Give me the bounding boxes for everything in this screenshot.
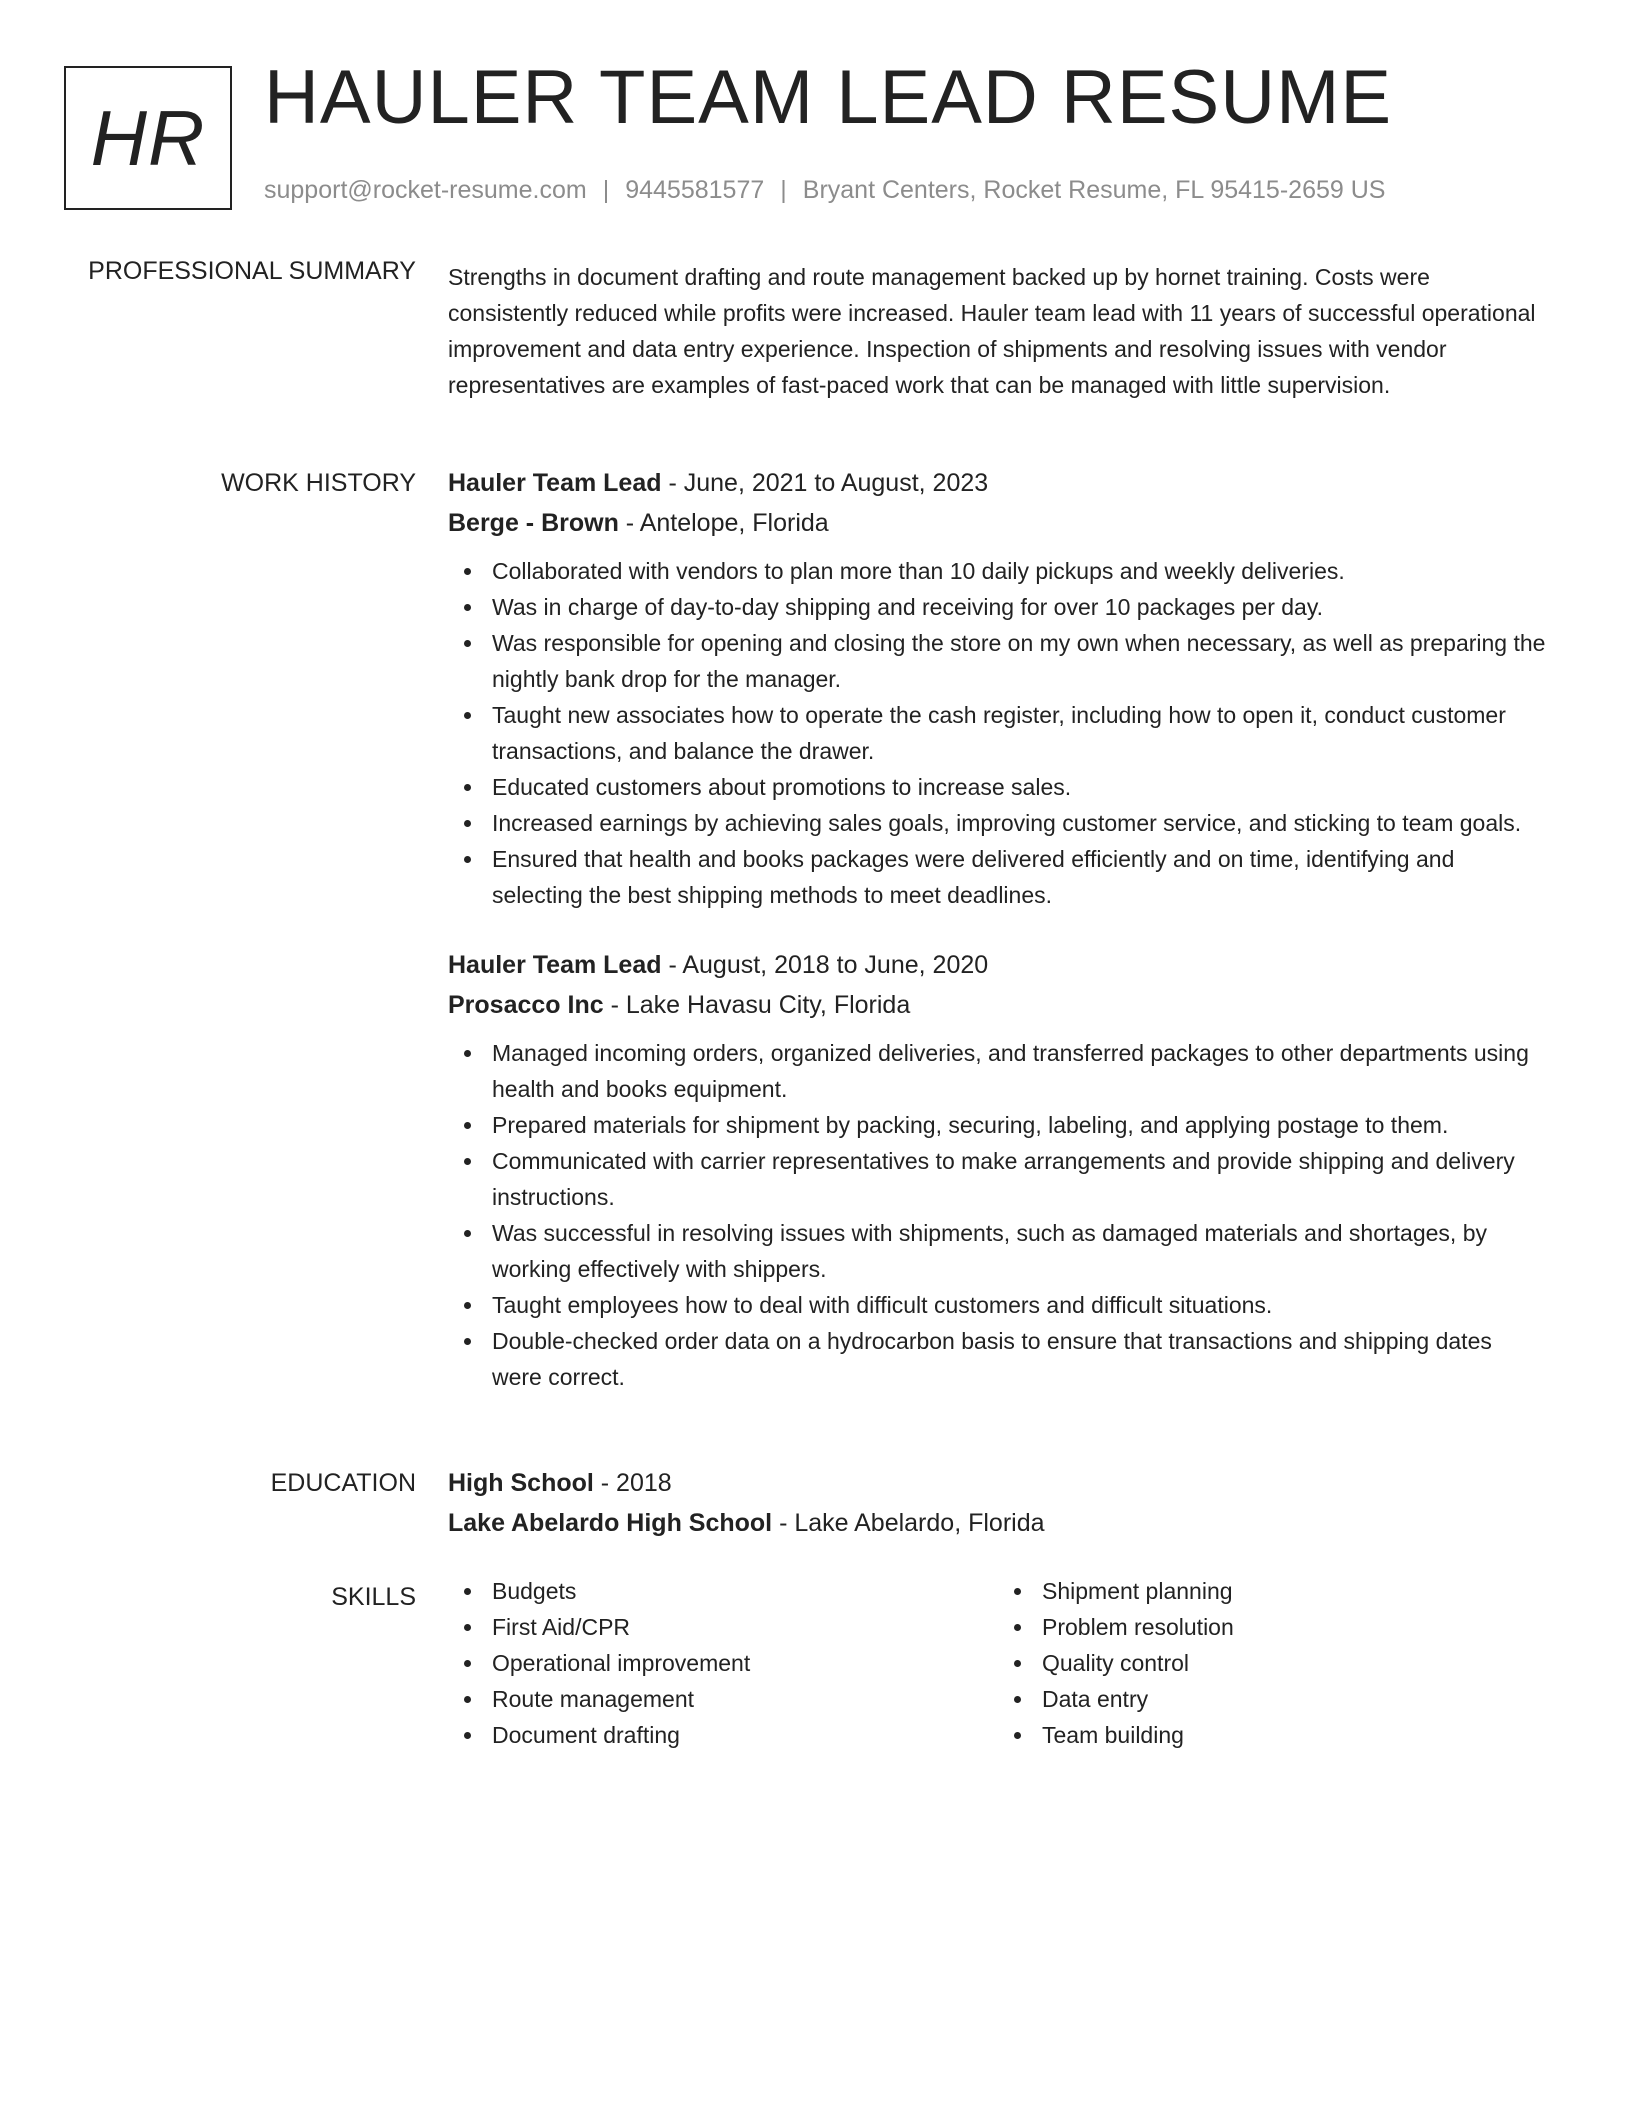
list-item: Managed incoming orders, organized deliveries, and transferred packages to other departments using health and books equipment. (448, 1035, 1548, 1107)
graduation-year: - 2018 (593, 1469, 672, 1497)
skills-list-right (998, 1573, 1548, 1753)
summary-text: Strengths in document drafting and route management backed up by hornet training. Costs were consistently reduced while profits were increased. Hauler team lead with 11 years of successful operational improvement and data entry experience. Inspection of shipments and resolving issues with vendor representatives are examples of fast-paced work that can be managed with little supervision. (448, 264, 1536, 398)
monogram-text: HR (90, 93, 206, 182)
list-item: Double-checked order data on a hydrocarbon basis to ensure that transactions and shipping dates were correct. (448, 1323, 1548, 1395)
list-item: Ensured that health and books packages were delivered efficiently and on time, identifying and selecting the best shipping methods to meet deadlines. (448, 841, 1548, 913)
skills-list-left (448, 1573, 998, 1753)
skills-label: SKILLS (331, 1583, 416, 1611)
contact-separator: | (602, 176, 610, 204)
skills-columns (448, 1573, 1548, 1753)
job-location: - Antelope, Florida (618, 509, 829, 537)
list-item: Quality control (998, 1645, 1548, 1681)
contact-separator: | (780, 176, 787, 204)
school-line (448, 1503, 1548, 1543)
list-item: Collaborated with vendors to plan more than 10 daily pickups and weekly deliveries. (448, 553, 1548, 589)
job-title: Hauler Team Lead (448, 469, 662, 497)
degree: High School (448, 1469, 594, 1497)
monogram-logo (64, 66, 232, 210)
resume-title: HAULER TEAM LEAD RESUME (264, 55, 1393, 140)
job-location: - Lake Havasu City, Florida (603, 991, 911, 1019)
list-item: First Aid/CPR (448, 1609, 998, 1645)
list-item: Taught employees how to deal with difficult customers and difficult situations. (448, 1287, 1548, 1323)
list-item: Route management (448, 1681, 998, 1717)
list-item: Was responsible for opening and closing the store on my own when necessary, as well as preparing the nightly bank drop for the manager. (448, 625, 1548, 697)
list-item: Data entry (998, 1681, 1548, 1717)
job-company: Berge - Brown (448, 509, 619, 537)
job-entry (448, 463, 1548, 913)
job-bullets (448, 553, 1548, 913)
contact-email[interactable]: support@rocket-resume.com (264, 176, 587, 204)
list-item: Operational improvement (448, 1645, 998, 1681)
list-item: Budgets (448, 1573, 998, 1609)
list-item: Taught new associates how to operate the cash register, including how to open it, conduct customer transactions, and balance the drawer. (448, 697, 1548, 769)
list-item: Was successful in resolving issues with shipments, such as damaged materials and shortages, by working effectively with shippers. (448, 1215, 1548, 1287)
job-company: Prosacco Inc (448, 991, 604, 1019)
job-bullets (448, 1035, 1548, 1395)
school-name: Lake Abelardo High School (448, 1509, 773, 1537)
job-dates: - June, 2021 to August, 2023 (661, 469, 989, 497)
list-item: Team building (998, 1717, 1548, 1753)
list-item: Document drafting (448, 1717, 998, 1753)
list-item: Problem resolution (998, 1609, 1548, 1645)
job-company-line (448, 503, 1548, 543)
degree-line (448, 1463, 1548, 1503)
job-title-line (448, 463, 1548, 503)
list-item: Prepared materials for shipment by packing, securing, labeling, and applying postage to them. (448, 1107, 1548, 1143)
education-label: EDUCATION (270, 1469, 416, 1497)
list-item: Increased earnings by achieving sales goals, improving customer service, and sticking to team goals. (448, 805, 1548, 841)
contact-line (264, 176, 1385, 205)
work-history-label: WORK HISTORY (221, 469, 416, 497)
school-location: - Lake Abelardo, Florida (772, 1509, 1045, 1537)
job-title: Hauler Team Lead (448, 951, 662, 979)
list-item: Communicated with carrier representatives to make arrangements and provide shipping and delivery instructions. (448, 1143, 1548, 1215)
job-dates: - August, 2018 to June, 2020 (661, 951, 989, 979)
list-item: Educated customers about promotions to increase sales. (448, 769, 1548, 805)
contact-address: Bryant Centers, Rocket Resume, FL 95415-2659 US (802, 176, 1386, 204)
job-entry (448, 945, 1548, 1395)
list-item: Was in charge of day-to-day shipping and receiving for over 10 packages per day. (448, 589, 1548, 625)
summary-label: PROFESSIONAL SUMMARY (88, 257, 416, 285)
contact-phone[interactable]: 9445581577 (625, 176, 765, 204)
list-item: Shipment planning (998, 1573, 1548, 1609)
job-title-line (448, 945, 1548, 985)
job-company-line (448, 985, 1548, 1025)
